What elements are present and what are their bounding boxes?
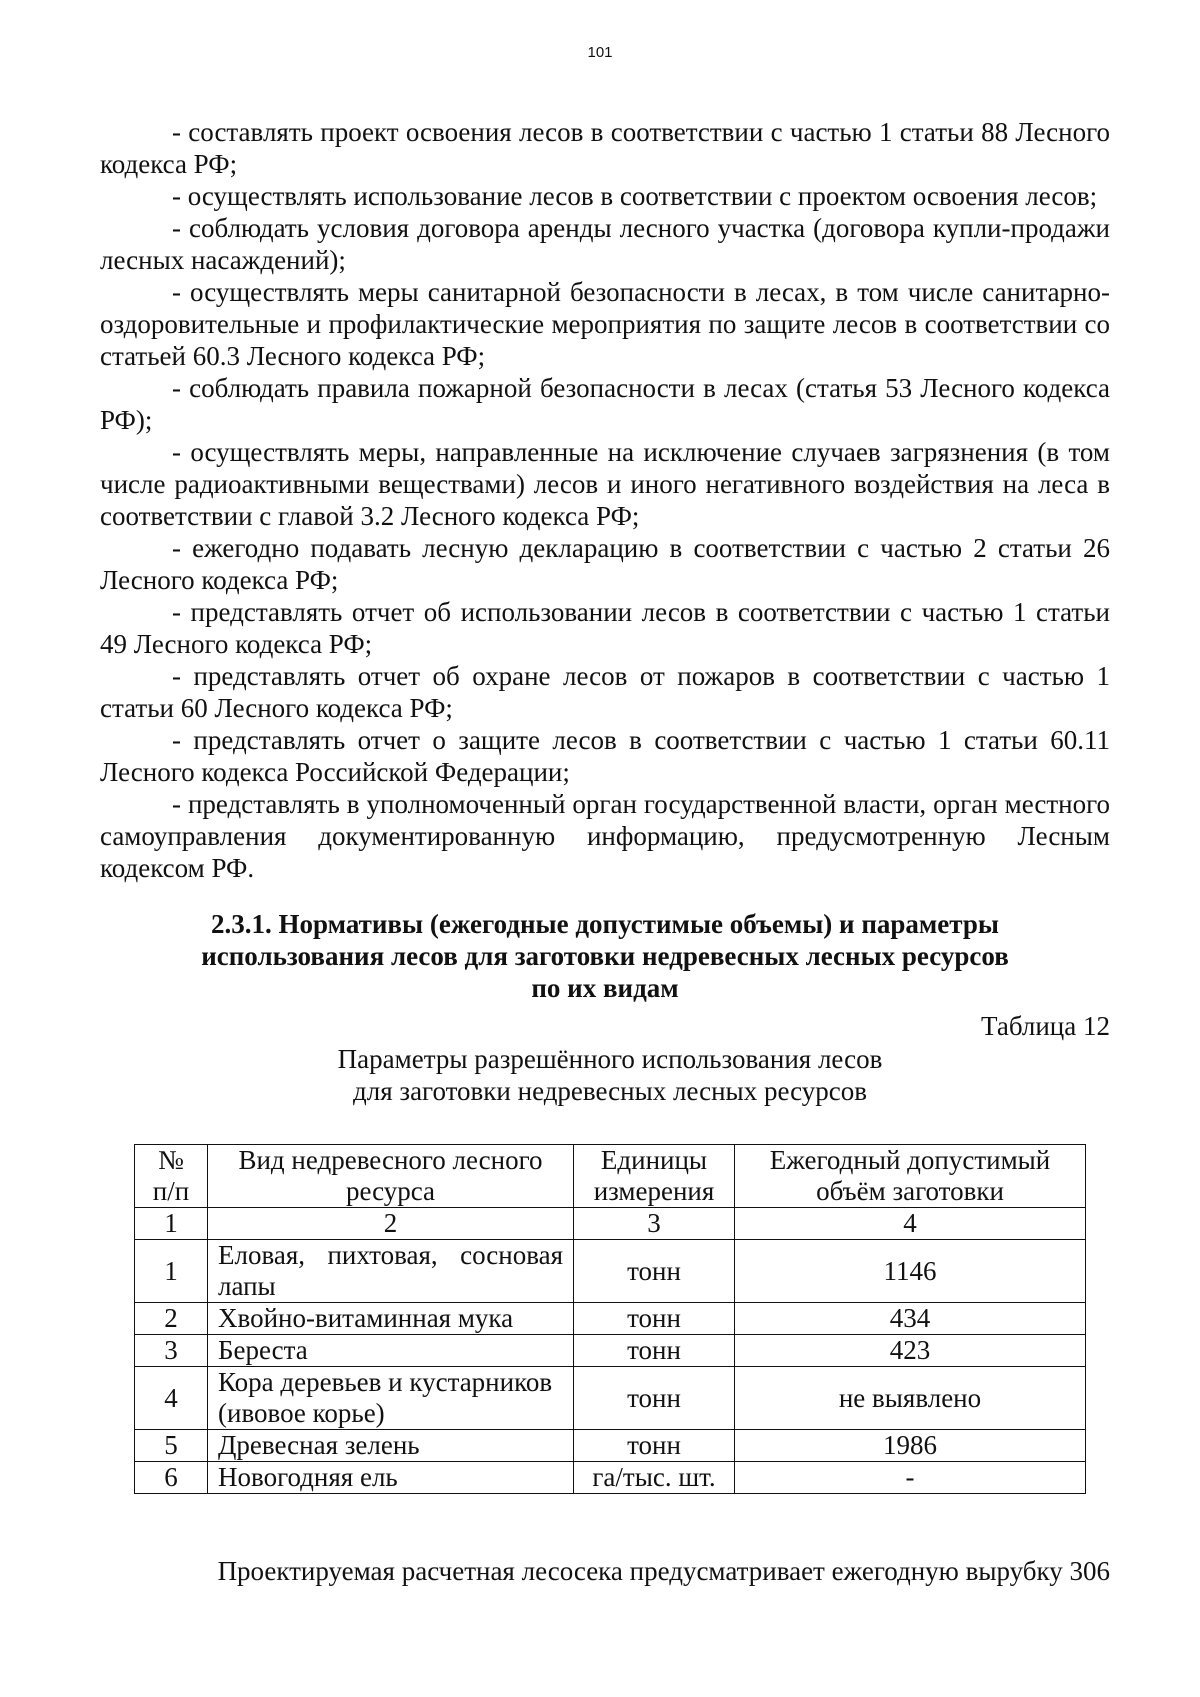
header-text: измерения: [593, 1176, 715, 1206]
volume: 1146: [735, 1240, 1086, 1303]
section-heading-line: 2.3.1. Нормативы (ежегодные допустимые объемы) и параметры: [211, 909, 999, 939]
header-text: Единицы: [600, 1145, 708, 1175]
volume: 1986: [735, 1430, 1086, 1462]
resource-name-line: лапы: [218, 1271, 276, 1301]
header-text: №: [158, 1145, 184, 1175]
column-number-row: [135, 1208, 1086, 1240]
paragraph: - соблюдать правила пожарной безопасности в лесах (статья 53 Лесного кодекса РФ);: [100, 373, 1110, 435]
resource-name: [208, 1240, 574, 1303]
header-cell-volume: [735, 1145, 1086, 1208]
parameters-table: [134, 1144, 1086, 1494]
unit: тонн: [574, 1335, 735, 1367]
table-caption: [180, 1043, 1040, 1107]
paragraph: - ежегодно подавать лесную декларацию в соответствии с частью 2 статьи 26 Лесного кодекса РФ;: [100, 533, 1110, 595]
section-heading-line: использования лесов для заготовки недревесных лесных ресурсов: [201, 941, 1009, 971]
unit: га/тыс. шт.: [574, 1462, 735, 1494]
page-number: 101: [587, 44, 613, 61]
row-number: 5: [135, 1430, 208, 1462]
resource-name-line: Кора деревьев и кустарников: [218, 1367, 553, 1397]
header-cell-unit: [574, 1145, 735, 1208]
header-text: Вид недревесного лесного: [238, 1145, 543, 1175]
header-text: Ежегодный допустимый: [769, 1145, 1051, 1175]
unit: тонн: [574, 1303, 735, 1335]
table-caption-line: Параметры разрешённого использования лесов: [337, 1044, 883, 1074]
row-number: 6: [135, 1462, 208, 1494]
header-cell-resource: [208, 1145, 574, 1208]
table-row: [135, 1335, 1086, 1367]
paragraph: - осуществлять меры санитарной безопасности в лесах, в том числе санитарно-оздоровительные и профилактические мероприятия по защите лесов в соответствии со статьей 60.3 Лесного кодекса РФ;: [100, 277, 1110, 371]
obligations-list: [100, 116, 1110, 884]
volume: 423: [735, 1335, 1086, 1367]
row-number: 1: [135, 1240, 208, 1303]
resource-name: Древесная зелень: [208, 1430, 574, 1462]
unit: тонн: [574, 1367, 735, 1430]
unit: тонн: [574, 1240, 735, 1303]
volume: не выявлено: [735, 1367, 1086, 1430]
closing-paragraph: Проектируемая расчетная лесосека предусматривает ежегодную вырубку 306: [217, 1556, 1110, 1586]
paragraph: - представлять отчет об охране лесов от пожаров в соответствии с частью 1 статьи 60 Лесного кодекса РФ;: [100, 661, 1110, 723]
row-number: 4: [135, 1367, 208, 1430]
volume: -: [735, 1462, 1086, 1494]
table-label: Таблица 12: [981, 1011, 1110, 1041]
header-text: ресурса: [345, 1176, 436, 1206]
paragraph: - представлять в уполномоченный орган государственной власти, орган местного самоуправления документированную информацию, предусмотренную Лесным кодексом РФ.: [100, 789, 1110, 883]
table-caption-line: для заготовки недревесных лесных ресурсов: [353, 1076, 867, 1106]
table-row: [135, 1430, 1086, 1462]
volume: 434: [735, 1303, 1086, 1335]
section-heading-line: по их видам: [531, 973, 679, 1003]
paragraph: - составлять проект освоения лесов в соответствии с частью 1 статьи 88 Лесного кодекса РФ;: [100, 117, 1110, 179]
header-cell-number: [135, 1145, 208, 1208]
column-number: 3: [574, 1208, 735, 1240]
table-row: [135, 1462, 1086, 1494]
paragraph: - осуществлять использование лесов в соответствии с проектом освоения лесов;: [172, 181, 1098, 211]
resource-name-line: (ивовое корье): [218, 1398, 385, 1428]
resource-name: [208, 1367, 574, 1430]
table-row: [135, 1240, 1086, 1303]
column-number: 4: [735, 1208, 1086, 1240]
table-header-row: [135, 1145, 1086, 1208]
table-row: [135, 1367, 1086, 1430]
unit: тонн: [574, 1430, 735, 1462]
header-text: объём заготовки: [816, 1176, 1004, 1206]
resource-name-line: Еловая, пихтовая, сосновая: [218, 1240, 563, 1270]
table-row: [135, 1303, 1086, 1335]
resource-name: Хвойно-витаминная мука: [208, 1303, 574, 1335]
resource-name: Новогодняя ель: [208, 1462, 574, 1494]
section-heading: [100, 908, 1110, 1004]
row-number: 2: [135, 1303, 208, 1335]
column-number: 1: [135, 1208, 208, 1240]
resource-name: Береста: [208, 1335, 574, 1367]
paragraph: - соблюдать условия договора аренды лесного участка (договора купли-продажи лесных насаждений);: [100, 213, 1110, 275]
paragraph: - представлять отчет о защите лесов в соответствии с частью 1 статьи 60.11 Лесного кодекса Российской Федерации;: [100, 725, 1110, 787]
paragraph: - осуществлять меры, направленные на исключение случаев загрязнения (в том числе радиоактивными веществами) лесов и иного негативного воздействия на леса в соответствии с главой 3.2 Лесного кодекса РФ;: [100, 437, 1110, 531]
header-text: п/п: [152, 1176, 190, 1206]
row-number: 3: [135, 1335, 208, 1367]
column-number: 2: [208, 1208, 574, 1240]
paragraph: - представлять отчет об использовании лесов в соответствии с частью 1 статьи 49 Лесного кодекса РФ;: [100, 597, 1110, 659]
